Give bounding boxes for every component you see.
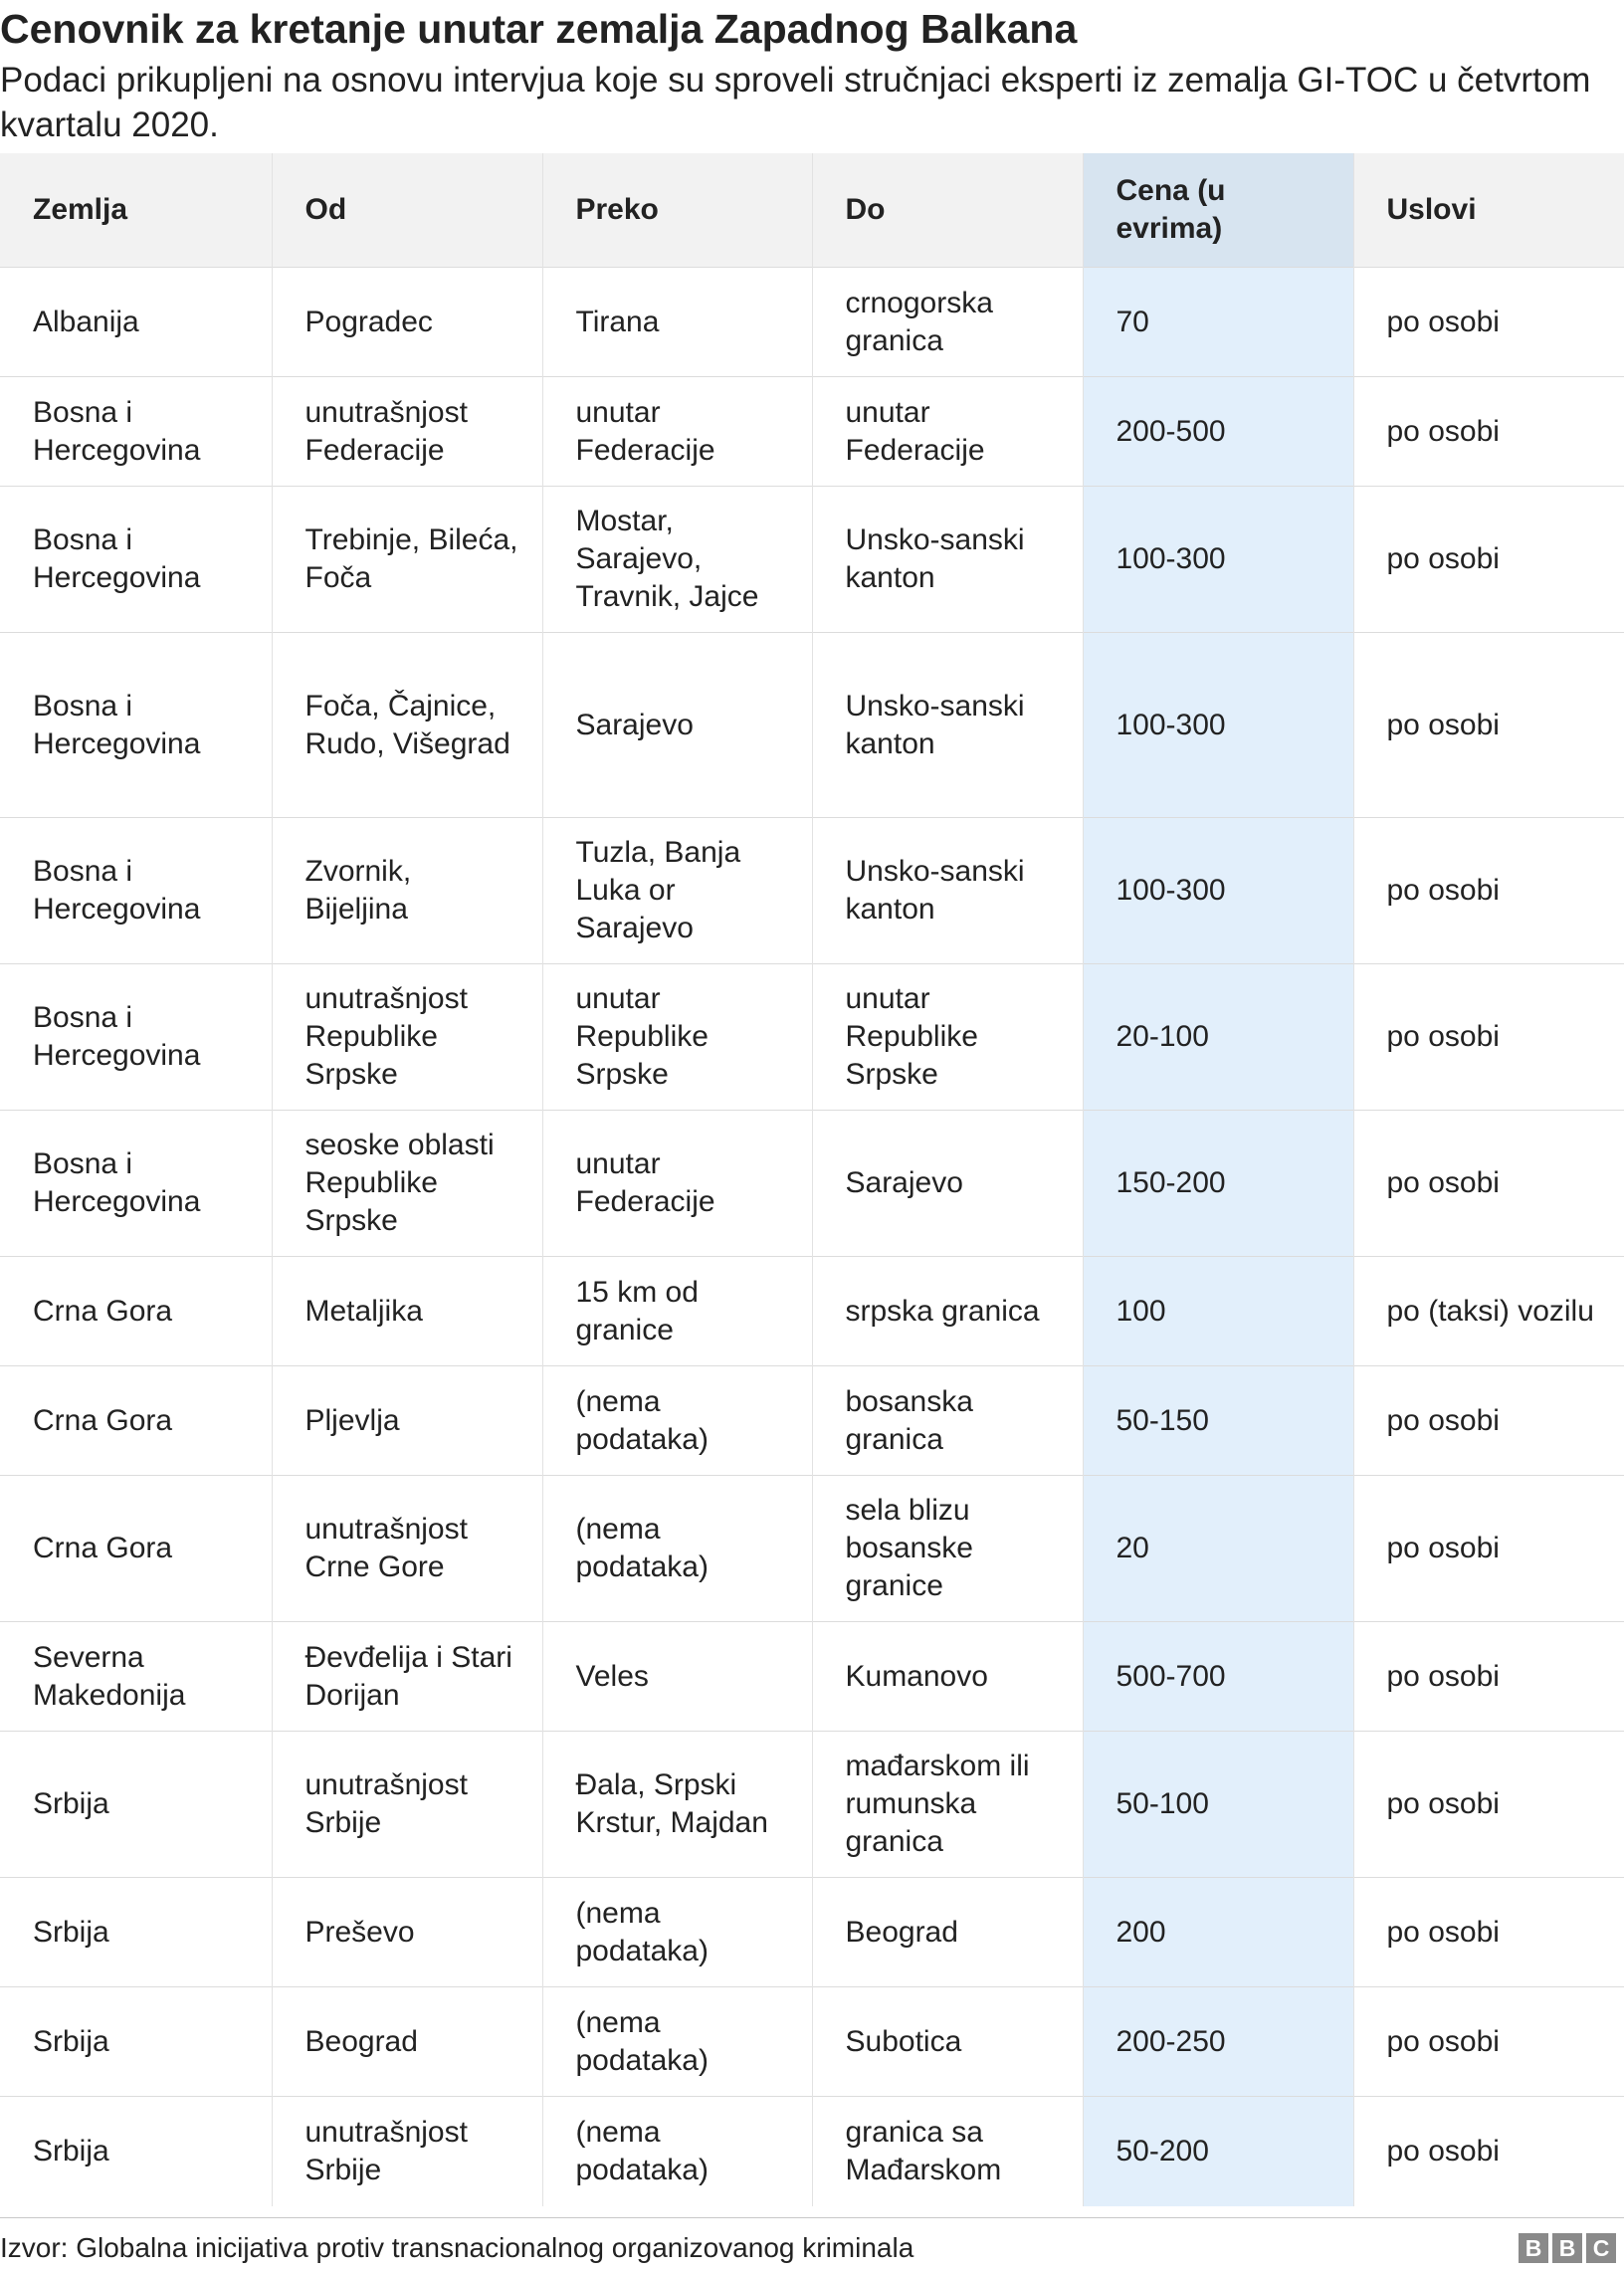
chart-subtitle: Podaci prikupljeni na osnovu intervjua koje su sproveli stručnjaci eksperti iz zemalja GI-TOC u četvrtom kvartalu 2020. [0, 61, 1591, 144]
table-row [0, 1111, 1624, 1257]
table-cell: po osobi [1353, 964, 1624, 1111]
table-cell: po osobi [1353, 268, 1624, 377]
table-row [0, 1987, 1624, 2097]
table-cell: Metaljika [272, 1257, 542, 1366]
bbc-logo-letter-3: C [1586, 2233, 1616, 2263]
bbc-logo [1519, 2233, 1616, 2263]
table-cell: po osobi [1353, 633, 1624, 818]
table-cell: po osobi [1353, 2097, 1624, 2206]
table-cell: Trebinje, Bileća, Foča [272, 487, 542, 633]
table-cell: Albanija [0, 268, 272, 377]
table-cell: (nema podataka) [542, 1366, 812, 1476]
table-cell: Tuzla, Banja Luka or Sarajevo [542, 818, 812, 964]
table-cell: Kumanovo [812, 1622, 1083, 1732]
table-cell: Severna Makedonija [0, 1622, 272, 1732]
chart-title: Cenovnik za kretanje unutar zemalja Zapadnog Balkana [0, 6, 1078, 52]
table-cell: unutar Federacije [812, 377, 1083, 487]
table-cell: Bosna i Hercegovina [0, 377, 272, 487]
table-cell: Đevđelija i Stari Dorijan [272, 1622, 542, 1732]
table-cell: crnogorska granica [812, 268, 1083, 377]
table-cell: Crna Gora [0, 1257, 272, 1366]
table-cell: po osobi [1353, 818, 1624, 964]
table-cell: 50-150 [1083, 1366, 1353, 1476]
table-cell: unutar Republike Srpske [542, 964, 812, 1111]
column-header: Cena (u evrima) [1083, 153, 1353, 268]
column-header: Do [812, 153, 1083, 268]
table-row [0, 818, 1624, 964]
footer-divider [0, 2217, 1624, 2218]
table-row [0, 1257, 1624, 1366]
table-cell: Đala, Srpski Krstur, Majdan [542, 1732, 812, 1878]
table-cell: Bosna i Hercegovina [0, 1111, 272, 1257]
table-cell: (nema podataka) [542, 2097, 812, 2206]
bbc-logo-letter-1: B [1519, 2233, 1548, 2263]
table-cell: Unsko-sanski kanton [812, 633, 1083, 818]
table-cell: Srbija [0, 1732, 272, 1878]
table-row [0, 487, 1624, 633]
table-cell: Crna Gora [0, 1366, 272, 1476]
table-cell: granica sa Mađarskom [812, 2097, 1083, 2206]
table-cell: 50-200 [1083, 2097, 1353, 2206]
table-cell: Sarajevo [542, 633, 812, 818]
table-cell: unutar Federacije [542, 1111, 812, 1257]
table-cell: 500-700 [1083, 1622, 1353, 1732]
table-cell: 100-300 [1083, 818, 1353, 964]
table-cell: unutrašnjost Srbije [272, 1732, 542, 1878]
table-cell: 200-500 [1083, 377, 1353, 487]
table-cell: Beograd [812, 1878, 1083, 1987]
table-cell: 50-100 [1083, 1732, 1353, 1878]
table-cell: Foča, Čajnice, Rudo, Višegrad [272, 633, 542, 818]
table-cell: Bosna i Hercegovina [0, 487, 272, 633]
table-row [0, 2097, 1624, 2206]
table-row [0, 1878, 1624, 1987]
table-cell: po osobi [1353, 1987, 1624, 2097]
table-cell: unutar Federacije [542, 377, 812, 487]
table-cell: Unsko-sanski kanton [812, 487, 1083, 633]
source-note: Izvor: Globalna inicijativa protiv transnacionalnog organizovanog kriminala [0, 2232, 914, 2263]
table-cell: Beograd [272, 1987, 542, 2097]
table-body [0, 268, 1624, 2206]
table-cell: Veles [542, 1622, 812, 1732]
table-cell: 20 [1083, 1476, 1353, 1622]
table-cell: 100-300 [1083, 487, 1353, 633]
table-cell: po (taksi) vozilu [1353, 1257, 1624, 1366]
table-cell: 200 [1083, 1878, 1353, 1987]
table-cell: Srbija [0, 2097, 272, 2206]
table-row [0, 268, 1624, 377]
table-cell: po osobi [1353, 1622, 1624, 1732]
table-cell: po osobi [1353, 1732, 1624, 1878]
table-row [0, 1622, 1624, 1732]
table-cell: unutrašnjost Srbije [272, 2097, 542, 2206]
table-row [0, 964, 1624, 1111]
column-header: Preko [542, 153, 812, 268]
price-table [0, 153, 1624, 2206]
table-cell: po osobi [1353, 1366, 1624, 1476]
table-cell: Pogradec [272, 268, 542, 377]
table-cell: srpska granica [812, 1257, 1083, 1366]
column-header: Zemlja [0, 153, 272, 268]
column-header: Uslovi [1353, 153, 1624, 268]
table-cell: Crna Gora [0, 1476, 272, 1622]
table-cell: Bosna i Hercegovina [0, 964, 272, 1111]
table-cell: unutar Republike Srpske [812, 964, 1083, 1111]
table-cell: Bosna i Hercegovina [0, 633, 272, 818]
table-cell: sela blizu bosanske granice [812, 1476, 1083, 1622]
table-row [0, 1476, 1624, 1622]
table-cell: (nema podataka) [542, 1987, 812, 2097]
table-cell: unutrašnjost Federacije [272, 377, 542, 487]
table-header-row [0, 153, 1624, 268]
column-header: Od [272, 153, 542, 268]
table-cell: 70 [1083, 268, 1353, 377]
table-cell: po osobi [1353, 1878, 1624, 1987]
table-cell: seoske oblasti Republike Srpske [272, 1111, 542, 1257]
table-cell: po osobi [1353, 377, 1624, 487]
table-cell: Mostar, Sarajevo, Travnik, Jajce [542, 487, 812, 633]
table-cell: Tirana [542, 268, 812, 377]
table-cell: Srbija [0, 1878, 272, 1987]
table-cell: 200-250 [1083, 1987, 1353, 2097]
table-row [0, 1366, 1624, 1476]
table-cell: 20-100 [1083, 964, 1353, 1111]
table-cell: Srbija [0, 1987, 272, 2097]
table-cell: bosanska granica [812, 1366, 1083, 1476]
table-cell: 100 [1083, 1257, 1353, 1366]
table-row [0, 1732, 1624, 1878]
table-cell: Bosna i Hercegovina [0, 818, 272, 964]
table-cell: mađarskom ili rumunska granica [812, 1732, 1083, 1878]
table-cell: po osobi [1353, 1476, 1624, 1622]
table-cell: 15 km od granice [542, 1257, 812, 1366]
table-cell: Pljevlja [272, 1366, 542, 1476]
table-row [0, 377, 1624, 487]
table-cell: Preševo [272, 1878, 542, 1987]
table-cell: 150-200 [1083, 1111, 1353, 1257]
table-cell: unutrašnjost Republike Srpske [272, 964, 542, 1111]
table-cell: Zvornik, Bijeljina [272, 818, 542, 964]
table-cell: Unsko-sanski kanton [812, 818, 1083, 964]
table-cell: Sarajevo [812, 1111, 1083, 1257]
table-cell: Subotica [812, 1987, 1083, 2097]
table-cell: po osobi [1353, 487, 1624, 633]
table-cell: (nema podataka) [542, 1878, 812, 1987]
table-cell: po osobi [1353, 1111, 1624, 1257]
table-cell: 100-300 [1083, 633, 1353, 818]
table-cell: (nema podataka) [542, 1476, 812, 1622]
table-cell: unutrašnjost Crne Gore [272, 1476, 542, 1622]
table-row [0, 633, 1624, 818]
bbc-logo-letter-2: B [1552, 2233, 1582, 2263]
